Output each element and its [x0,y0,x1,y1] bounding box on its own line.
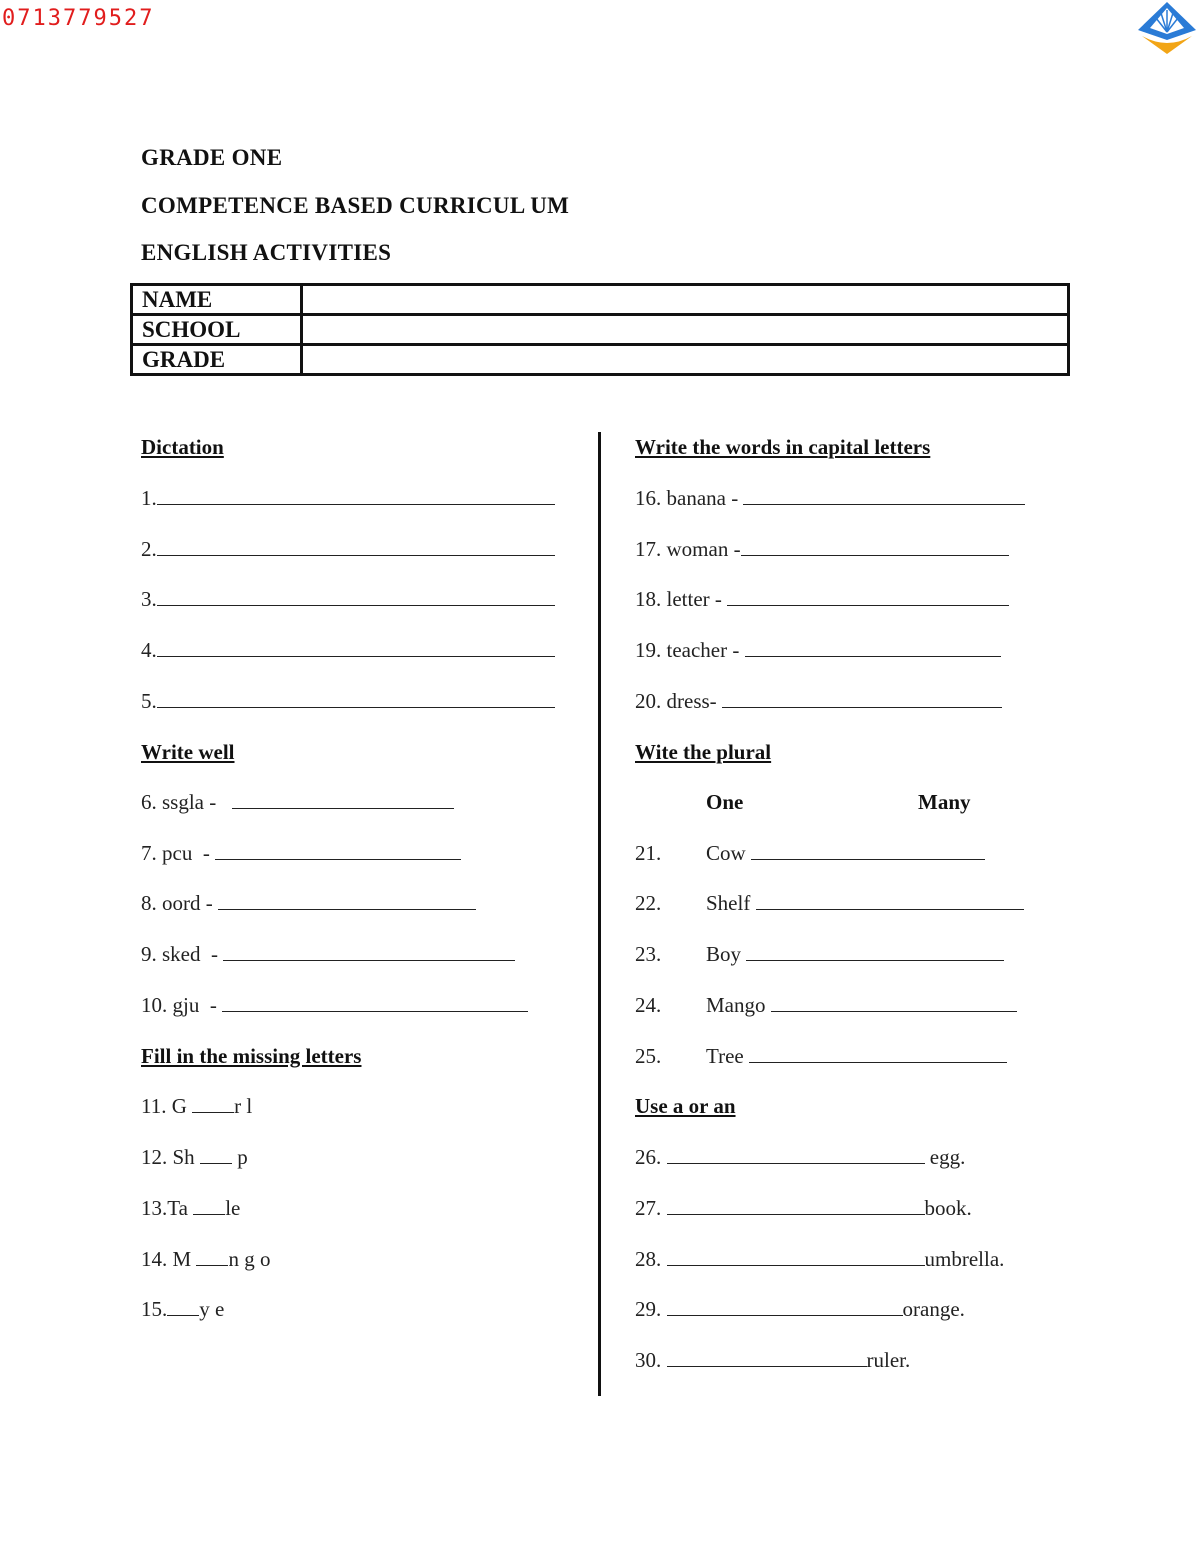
capitals-item: 16. banana - [635,486,1025,511]
write-well-item: 8. oord - [141,891,476,916]
missing-letter-item: 12. Sh p [141,1145,248,1169]
dictation-item: 1. [141,486,555,511]
dictation-item: 2. [141,537,555,562]
capitals-item: 20. dress- [635,689,1002,714]
letter-blank[interactable] [192,1094,234,1113]
letter-blank[interactable] [196,1247,228,1266]
write-well-item: 10. gju - [141,993,528,1018]
grade-label: GRADE [132,345,302,375]
answer-blank[interactable] [157,587,555,606]
dictation-title: Dictation [141,435,224,459]
missing-letter-item: 15. y e [141,1297,225,1321]
plural-item: Shelf [706,891,1024,916]
publisher-logo-icon [1134,0,1200,56]
a-an-item: 26. egg. [635,1145,966,1169]
answer-blank[interactable] [749,1044,1007,1063]
curriculum-heading: COMPETENCE BASED CURRICUL UM [141,193,570,218]
a-an-item: 29. orange. [635,1297,965,1321]
name-field[interactable] [302,285,1069,315]
answer-blank[interactable] [751,841,985,860]
answer-blank[interactable] [667,1297,903,1316]
answer-blank[interactable] [232,790,454,809]
capitals-item: 19. teacher - [635,638,1001,663]
plural-number: 25. [635,1044,662,1068]
a-an-title: Use a or an [635,1094,736,1118]
dictation-item: 5. [141,689,555,714]
plural-title: Wite the plural [635,740,772,764]
subject-heading: ENGLISH ACTIVITIES [141,240,392,265]
plural-item: Mango [706,993,1017,1018]
a-an-item: 28. umbrella. [635,1247,1005,1271]
write-well-title: Write well [141,740,235,764]
plural-number: 23. [635,942,662,966]
answer-blank[interactable] [157,537,555,556]
letter-blank[interactable] [200,1145,232,1164]
answer-blank[interactable] [215,841,461,860]
column-divider [598,432,601,1396]
answer-blank[interactable] [756,891,1024,910]
plural-col-one: One [706,790,744,814]
missing-letter-item: 13.Ta le [141,1196,241,1220]
answer-blank[interactable] [222,993,528,1012]
info-row-school [132,315,1069,345]
capitals-title: Write the words in capital letters [635,435,931,459]
grade-heading: GRADE ONE [141,145,283,170]
answer-blank[interactable] [667,1196,925,1215]
answer-blank[interactable] [157,486,555,505]
missing-letters-title: Fill in the missing letters [141,1044,362,1068]
letter-blank[interactable] [193,1196,225,1215]
a-an-item: 27. book. [635,1196,972,1220]
plural-item: Cow [706,841,985,866]
answer-blank[interactable] [771,993,1017,1012]
plural-item: Tree [706,1044,1007,1069]
answer-blank[interactable] [667,1247,925,1266]
letter-blank[interactable] [167,1297,199,1316]
missing-letter-item: 14. M n g o [141,1247,271,1271]
answer-blank[interactable] [157,638,555,657]
answer-blank[interactable] [746,942,1004,961]
info-row-name [132,285,1069,315]
answer-blank[interactable] [218,891,476,910]
answer-blank[interactable] [223,942,515,961]
dictation-item: 4. [141,638,555,663]
capitals-item: 17. woman - [635,537,1009,562]
write-well-item: 6. ssgla - [141,790,454,815]
write-well-item: 7. pcu - [141,841,461,866]
answer-blank[interactable] [667,1348,867,1367]
answer-blank[interactable] [741,537,1009,556]
dictation-item: 3. [141,587,555,612]
school-label: SCHOOL [132,315,302,345]
plural-item: Boy [706,942,1004,967]
missing-letter-item: 11. G r l [141,1094,253,1118]
answer-blank[interactable] [743,486,1025,505]
watermark-phone: 0713779527 [2,6,155,31]
plural-number: 24. [635,993,662,1017]
write-well-item: 9. sked - [141,942,515,967]
grade-field[interactable] [302,345,1069,375]
school-field[interactable] [302,315,1069,345]
plural-col-many: Many [918,790,971,814]
answer-blank[interactable] [745,638,1001,657]
answer-blank[interactable] [727,587,1009,606]
info-row-grade [132,345,1069,375]
answer-blank[interactable] [667,1145,925,1164]
plural-number: 21. [635,841,662,865]
a-an-item: 30. ruler. [635,1348,911,1372]
name-label: NAME [132,285,302,315]
answer-blank[interactable] [157,689,555,708]
student-info-table [130,283,1070,376]
plural-number: 22. [635,891,662,915]
capitals-item: 18. letter - [635,587,1009,612]
answer-blank[interactable] [722,689,1002,708]
